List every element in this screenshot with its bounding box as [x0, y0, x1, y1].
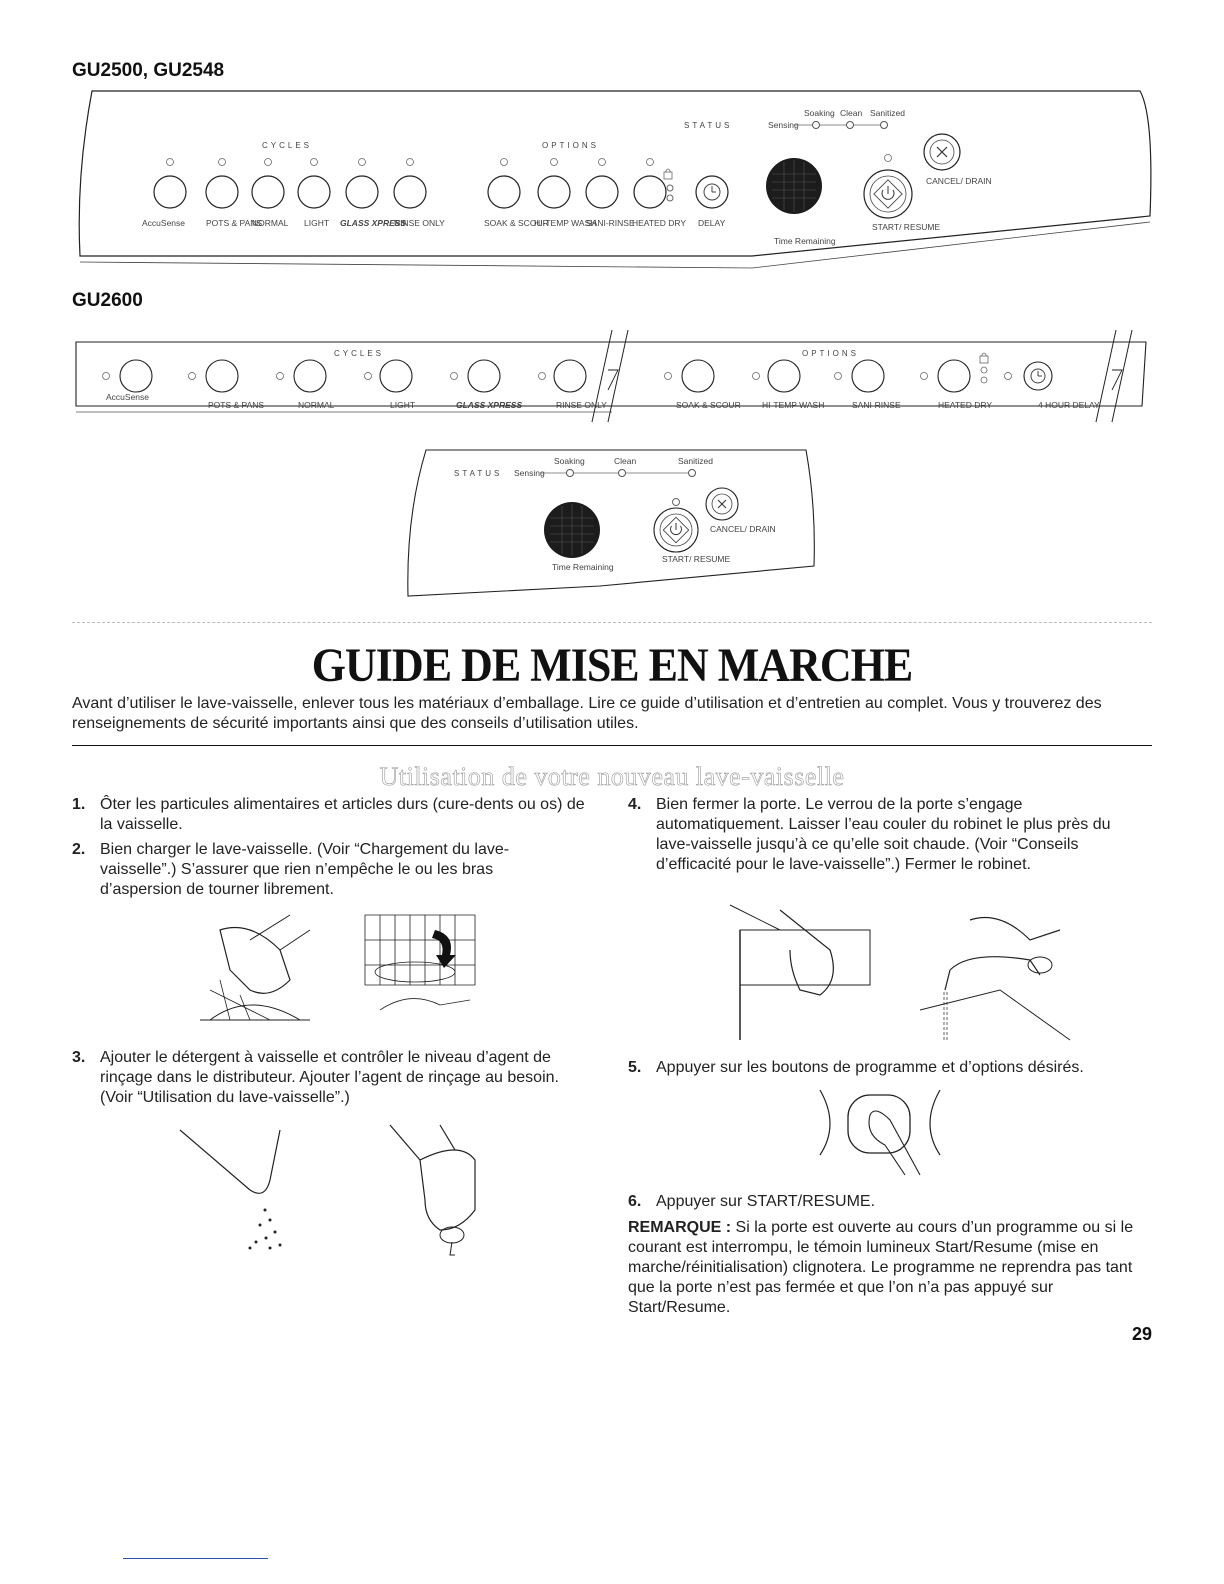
cycle-button-accusense-2[interactable] — [120, 360, 152, 392]
status-soaking: Soaking — [804, 108, 835, 118]
control-panel-gu2500 — [72, 86, 1162, 276]
scraping-plate-illustration — [190, 910, 320, 1030]
detergent-pour-illustration — [170, 1120, 320, 1260]
cancel-drain-label: CANCEL/ DRAIN — [926, 176, 992, 186]
start-resume-label-2: START/ RESUME — [662, 554, 731, 564]
step-number: 2. — [72, 841, 86, 858]
control-panel-gu2600 — [72, 326, 1152, 426]
option-label-heated-dry-2: HEATED DRY — [938, 400, 993, 410]
cycle-label-pots-pans-2: POTS & PANS — [208, 400, 265, 410]
status-sanitized-2: Sanitized — [678, 456, 713, 466]
cycle-button-rinse-only-2[interactable] — [554, 360, 586, 392]
option-button-soak-scour[interactable] — [488, 176, 520, 208]
status-label-2: STATUS — [454, 469, 503, 478]
cycle-button-accusense[interactable] — [154, 176, 186, 208]
option-label-soak-scour-2: SOAK & SCOUR — [676, 400, 741, 410]
cycle-label-glass-xpress-2: GLASS XPRESS — [456, 400, 523, 410]
step-number: 3. — [72, 1049, 86, 1066]
footer-line — [123, 1558, 268, 1559]
remark-label: REMARQUE : — [628, 1219, 732, 1236]
rinse-agent-illustration — [380, 1120, 490, 1260]
remark-paragraph — [628, 1218, 1148, 1318]
intro-paragraph: Avant d’utiliser le lave-vaisselle, enlever tous les matériaux d’emballage. Lire ce guide d’utilisation et d’entretien au complet. Vous y trouverez des renseignements de sécurité importants ainsi que des conseils d’utilisation utiles. — [72, 695, 1102, 732]
cycle-button-normal-2[interactable] — [294, 360, 326, 392]
status-sensing: Sensing — [768, 120, 799, 130]
option-button-heated-dry-2[interactable] — [938, 360, 970, 392]
cycle-label-light-2: LIGHT — [390, 400, 416, 410]
start-resume-label: START/ RESUME — [872, 222, 941, 232]
time-remaining-label-2: Time Remaining — [552, 562, 614, 572]
section-subtitle: Utilisation de votre nouveau lave-vaisselle — [379, 762, 845, 791]
option-button-hi-temp-2[interactable] — [768, 360, 800, 392]
options-header-2: OPTIONS — [802, 349, 860, 358]
page-title: GUIDE DE MISE EN MARCHE — [311, 639, 913, 692]
accusense-label-2: AccuSense — [106, 392, 149, 402]
options-header: OPTIONS — [542, 141, 600, 150]
cycle-button-pots-pans[interactable] — [206, 176, 238, 208]
cycle-button-pots-pans-2[interactable] — [206, 360, 238, 392]
press-button-illustration — [810, 1085, 970, 1180]
option-button-sani-rinse[interactable] — [586, 176, 618, 208]
time-remaining-label: Time Remaining — [774, 236, 836, 246]
model-label-gu2500: GU2500, GU2548 — [72, 60, 225, 81]
lock-icon-2 — [980, 353, 988, 363]
status-clean: Clean — [840, 108, 863, 118]
option-button-sani-rinse-2[interactable] — [852, 360, 884, 392]
step-number: 1. — [72, 796, 86, 813]
cycle-button-light-2[interactable] — [380, 360, 412, 392]
loading-rack-illustration — [360, 910, 480, 1030]
heading-rule — [72, 745, 1152, 746]
cycle-label-rinse-only-2: RINSE ONLY — [556, 400, 607, 410]
closing-door-illustration — [720, 900, 880, 1045]
cycle-label-normal: NORMAL — [252, 218, 289, 228]
option-label-delay-2: 4 HOUR DELAY — [1038, 400, 1100, 410]
remark-text: Si la porte est ouverte au cours d’un programme ou si le courant est interrompu, le témoin lumineux Start/Resume (mise en marche/réinitialisation) clignotera. Le programme ne reprendra pas tant que la porte n’est pas fermée et que l’on n’a pas appuyé sur Start/Resume. — [628, 1219, 1134, 1316]
lock-icon — [664, 169, 672, 179]
cycle-button-glass-xpress-2[interactable] — [468, 360, 500, 392]
step-text: Appuyer sur START/RESUME. — [656, 1193, 876, 1210]
option-label-delay: DELAY — [698, 218, 726, 228]
cycle-label-pots-pans: POTS & PANS — [206, 218, 263, 228]
option-button-heated-dry[interactable] — [634, 176, 666, 208]
status-panel-gu2600 — [404, 446, 824, 606]
cycle-button-light[interactable] — [298, 176, 330, 208]
cycle-button-normal[interactable] — [252, 176, 284, 208]
step-number: 5. — [628, 1059, 642, 1076]
running-faucet-illustration — [910, 900, 1080, 1045]
status-sanitized: Sanitized — [870, 108, 905, 118]
step-text: Bien charger le lave-vaisselle. (Voir “Chargement du lave-vaisselle”.) S’assurer que rien n’empêche le ou les bras d’aspersion de tourner librement. — [100, 841, 510, 898]
step-text: Ajouter le détergent à vaisselle et contrôler le niveau d’agent de rinçage dans le distributeur. Ajouter l’agent de rinçage au besoin. (Voir “Utilisation du lave-vaisselle”.) — [100, 1049, 559, 1106]
step-number: 6. — [628, 1193, 642, 1210]
step-text: Bien fermer la porte. Le verrou de la porte s’engage automatiquement. Laisser l’eau couler du robinet le plus près du lave-vaisselle jusqu’à ce qu’elle soit chaude. (Voir “Conseils d’efficacité pour le lave-vaisselle”.) Fermer le robinet. — [656, 796, 1111, 873]
option-button-soak-scour-2[interactable] — [682, 360, 714, 392]
model-label-gu2600: GU2600 — [72, 290, 143, 311]
status-sensing-2: Sensing — [514, 468, 545, 478]
cycle-label-light: LIGHT — [304, 218, 330, 228]
option-label-heated-dry: HEATED DRY — [632, 218, 687, 228]
page-number: 29 — [1131, 1324, 1152, 1344]
cancel-drain-label-2: CANCEL/ DRAIN — [710, 524, 776, 534]
status-soaking-2: Soaking — [554, 456, 585, 466]
cycle-label-normal-2: NORMAL — [298, 400, 335, 410]
status-label: STATUS — [684, 121, 733, 130]
option-label-sani-rinse-2: SANI-RINSE — [852, 400, 901, 410]
cycles-header-2: CYCLES — [334, 349, 385, 358]
option-label-hi-temp-2: HI-TEMP WASH — [762, 400, 825, 410]
section-divider — [72, 622, 1152, 623]
cycle-label-rinse-only: RINSE ONLY — [394, 218, 445, 228]
option-label-sani-rinse: SANI-RINSE — [586, 218, 635, 228]
cycle-button-glass-xpress[interactable] — [346, 176, 378, 208]
status-clean-2: Clean — [614, 456, 637, 466]
step-number: 4. — [628, 796, 642, 813]
cycle-button-rinse-only[interactable] — [394, 176, 426, 208]
step-text: Ôter les particules alimentaires et articles durs (cure-dents ou os) de la vaisselle. — [100, 796, 585, 833]
step-text: Appuyer sur les boutons de programme et d’options désirés. — [656, 1059, 1084, 1076]
option-label-hi-temp: HI-TEMP WASH — [534, 218, 597, 228]
option-button-hi-temp[interactable] — [538, 176, 570, 208]
option-label-soak-scour: SOAK & SCOUR — [484, 218, 549, 228]
accusense-label: AccuSense — [142, 218, 185, 228]
cycles-header: CYCLES — [262, 141, 313, 150]
cycle-label-glass-xpress: GLASS XPRESS — [340, 218, 407, 228]
